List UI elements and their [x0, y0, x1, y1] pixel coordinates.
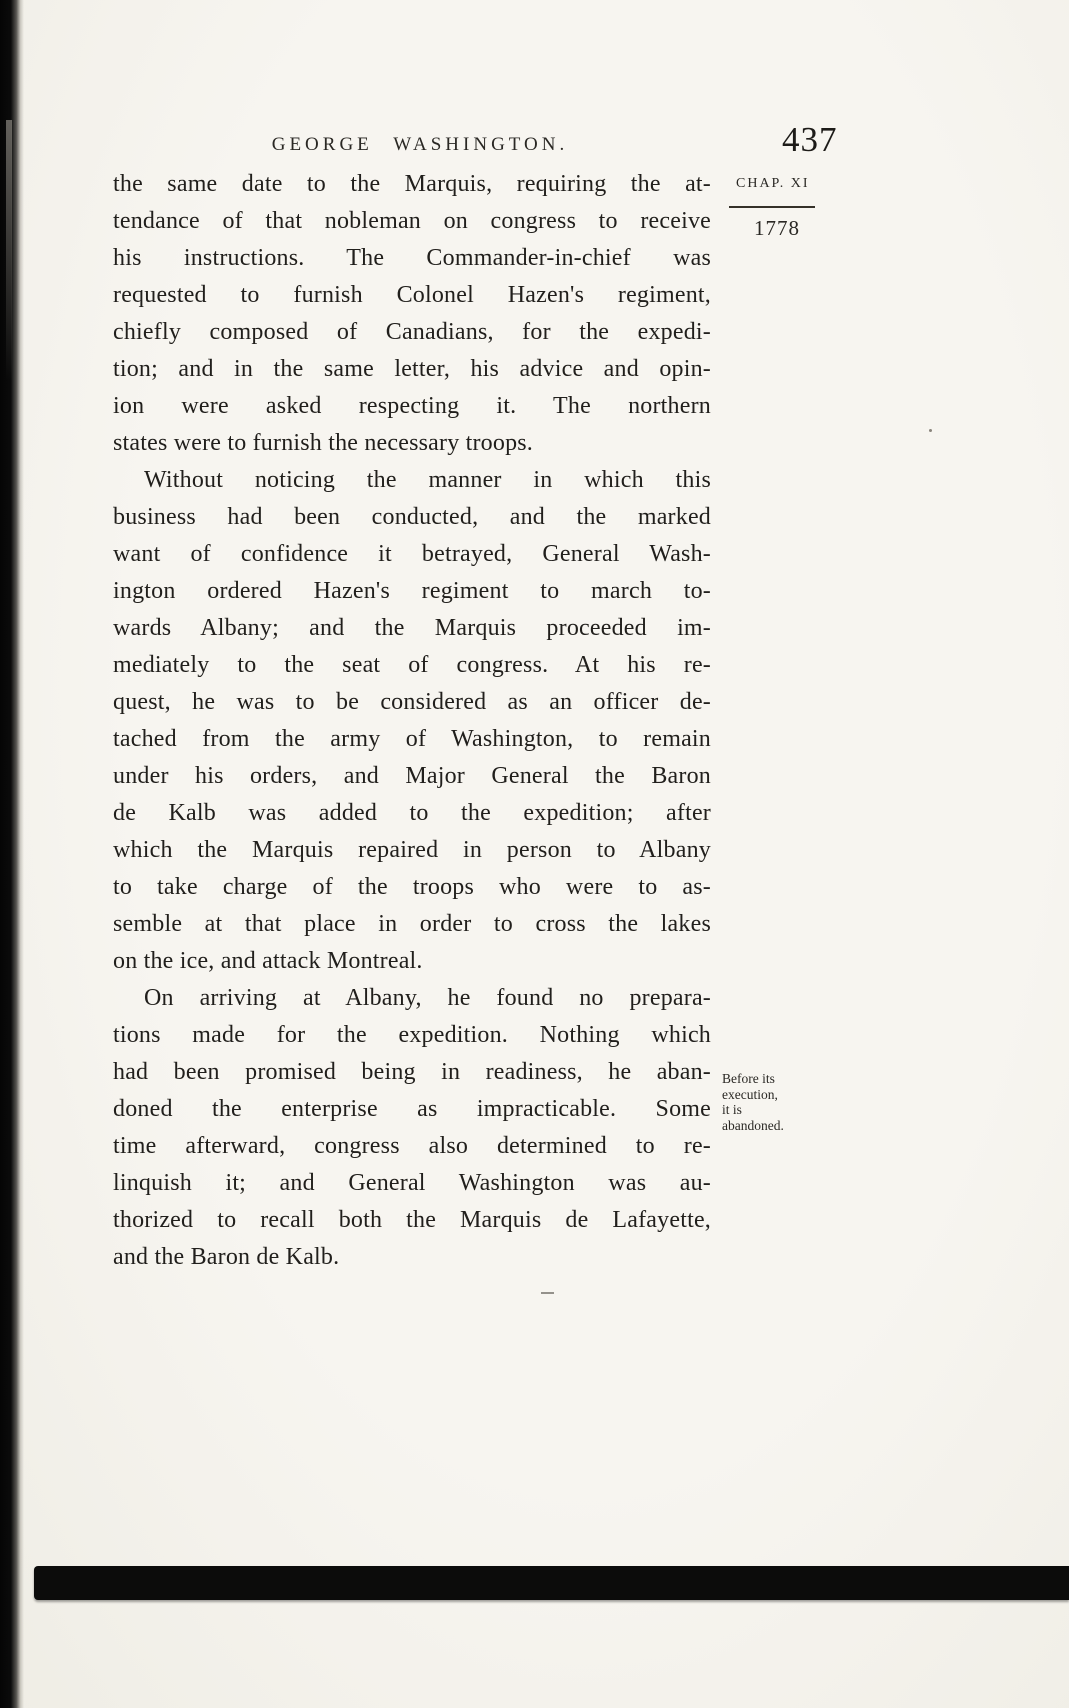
- text-line: mediately to the seat of congress. At his re-: [113, 652, 711, 678]
- text-line: tions made for the expedition. Nothing which: [113, 1022, 711, 1048]
- chapter-label: CHAP. XI: [736, 176, 810, 191]
- text-line: semble at that place in order to cross the lakes: [113, 911, 711, 937]
- page-number: 437: [782, 120, 838, 159]
- text-line: wards Albany; and the Marquis proceeded im-: [113, 615, 711, 641]
- binding-highlight: [6, 120, 12, 380]
- text-line: de Kalb was added to the expedition; after: [113, 800, 711, 826]
- text-line: time afterward, congress also determined to re-: [113, 1133, 711, 1159]
- text-line: requested to furnish Colonel Hazen's regiment,: [113, 282, 711, 308]
- text-line: his instructions. The Commander-in-chief was: [113, 245, 711, 271]
- paragraph: [113, 980, 711, 1276]
- text-line: and the Baron de Kalb.: [113, 1244, 340, 1270]
- scan-mark-dash: [541, 1292, 554, 1294]
- sidenote-line: execution,: [722, 1086, 778, 1102]
- text-line: business had been conducted, and the marked: [113, 504, 711, 530]
- text-line: had been promised being in readiness, he aban-: [113, 1059, 711, 1085]
- text-line: thorized to recall both the Marquis de Lafayette,: [113, 1207, 711, 1233]
- text-line: to take charge of the troops who were to as-: [113, 874, 711, 900]
- text-line: which the Marquis repaired in person to Albany: [113, 837, 711, 863]
- sidenote: [722, 1071, 844, 1133]
- text-line: states were to furnish the necessary troops.: [113, 430, 534, 456]
- text-line: tion; and in the same letter, his advice and opin-: [113, 356, 711, 382]
- text-line: want of confidence it betrayed, General Wash-: [113, 541, 711, 567]
- sidenote-line: it is: [722, 1102, 742, 1117]
- scan-mark-dot: [929, 429, 932, 432]
- body-text: [113, 166, 711, 1276]
- text-line: ion were asked respecting it. The northern: [113, 393, 711, 419]
- running-head: GEORGE WASHINGTON.: [271, 134, 569, 155]
- paragraph: [113, 166, 711, 462]
- sidenote-line: abandoned.: [722, 1117, 784, 1133]
- chapter-rule: [729, 206, 815, 208]
- text-line: Without noticing the manner in which this: [144, 467, 711, 493]
- year-label: 1778: [754, 216, 800, 240]
- text-line: the same date to the Marquis, requiring the at-: [113, 171, 711, 197]
- text-line: On arriving at Albany, he found no prepara-: [144, 985, 711, 1011]
- book-binding-edge: [0, 0, 24, 1708]
- text-line: linquish it; and General Washington was au-: [113, 1170, 711, 1196]
- text-line: doned the enterprise as impracticable. Some: [113, 1096, 711, 1122]
- text-line: chiefly composed of Canadians, for the expedi-: [113, 319, 711, 345]
- text-line: under his orders, and Major General the Baron: [113, 763, 711, 789]
- text-line: ington ordered Hazen's regiment to march to-: [113, 578, 711, 604]
- paragraph: [113, 462, 711, 980]
- text-line: tached from the army of Washington, to remain: [113, 726, 711, 752]
- scan-bottom-bar: [34, 1566, 1069, 1600]
- sidenote-line: Before its: [722, 1071, 775, 1086]
- text-line: quest, he was to be considered as an officer de-: [113, 689, 711, 715]
- text-line: on the ice, and attack Montreal.: [113, 948, 423, 974]
- text-line: tendance of that nobleman on congress to receive: [113, 208, 711, 234]
